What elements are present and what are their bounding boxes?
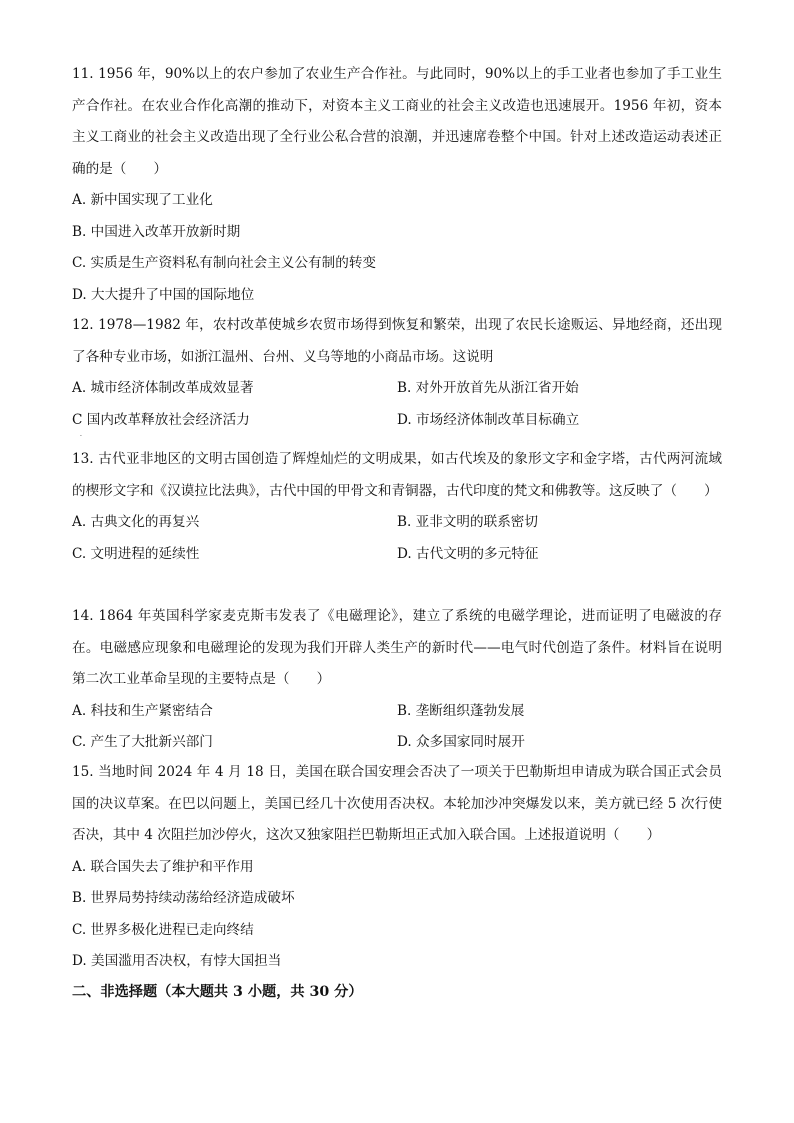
question-15 <box>72 757 722 978</box>
question-stem: 14. 1864 年英国科学家麦克斯韦发表了《电磁理论》，建立了系统的电磁学理论，进而证明了电磁波的存在。电磁感应现象和电磁理论的发现为我们开辟人类生产的新时代——电气时代创造了条件。材料旨在说明第二次工业革命呈现的主要特点是（ ） <box>72 608 722 687</box>
option-row <box>72 405 722 437</box>
option-row <box>72 696 722 728</box>
question-stem: 13. 古代亚非地区的文明古国创造了辉煌灿烂的文明成果，如古代埃及的象形文字和金字塔，古代两河流域的楔形文字和《汉谟拉比法典》，古代中国的甲骨文和青铜器，古代印度的梵文和佛教等。这反映了（ ） <box>72 451 722 499</box>
option-a: A. 新中国实现了工业化 <box>72 192 213 208</box>
option-c: C. 世界多极化进程已走向终结 <box>72 921 254 938</box>
option-d: D. 古代文明的多元特征 <box>397 545 539 562</box>
stray-mark: · <box>80 433 82 440</box>
question-14 <box>72 601 722 759</box>
option-b: B. 世界局势持续动荡给经济造成破坏 <box>72 890 295 906</box>
option-c: C 国内改革释放社会经济活力 <box>72 411 250 428</box>
option-c: C. 文明进程的延续性 <box>72 545 200 562</box>
option-a: A. 城市经济体制改革成效显著 <box>72 380 254 396</box>
question-stem: 11. 1956 年，90%以上的农户参加了农业生产合作社。与此同时，90%以上的手工业者也参加了手工业生产合作社。在农业合作化高潮的推动下，对资本主义工商业的社会主义改造也迅速展开。1956 年初，资本主义工商业的社会主义改造出现了全行业公私合营的浪潮，并迅速席卷整个中国。针对上述改造运动表述正确的是（ ） <box>72 66 722 177</box>
option-b: B. 对外开放首先从浙江省开始 <box>397 380 579 396</box>
option-row <box>72 507 722 539</box>
option-b: B. 中国进入改革开放新时期 <box>72 223 241 240</box>
option-b: B. 垄断组织蓬勃发展 <box>397 702 525 719</box>
option-a: A. 科技和生产紧密结合 <box>72 702 213 719</box>
option-row <box>72 217 722 249</box>
option-a: A. 联合国失去了维护和平作用 <box>72 858 254 875</box>
section-heading: 二、非选择题（本大题共 3 小题，共 30 分） <box>72 984 363 1000</box>
question-stem: 12. 1978—1982 年，农村改革使城乡农贸市场得到恢复和繁荣，出现了农民长途贩运、异地经商，还出现了各种专业市场，如浙江温州、台州、义乌等地的小商品市场。这说明 <box>72 317 722 365</box>
option-c: C. 实质是生产资料私有制向社会主义公有制的转变 <box>72 255 377 271</box>
question-12 <box>72 310 722 436</box>
option-row <box>72 727 722 759</box>
option-row <box>72 248 722 280</box>
option-row <box>72 883 722 915</box>
option-row <box>72 915 722 947</box>
option-row <box>72 373 722 405</box>
option-row <box>72 539 722 571</box>
question-stem: 15. 当地时间 2024 年 4 月 18 日，美国在联合国安理会否决了一项关于巴勒斯坦申请成为联合国正式会员国的决议草案。在巴以问题上，美国已经几十次使用否决权。本轮加沙冲突爆发以来，美方就已经 5 次行使否决，其中 4 次阻拦加沙停火，这次又独家阻拦巴勒斯坦正式加入联合国。上述报道说明（ ） <box>72 764 722 843</box>
option-row <box>72 185 722 217</box>
option-a: A. 古典文化的再复兴 <box>72 514 200 530</box>
option-d: D. 大大提升了中国的国际地位 <box>72 286 255 303</box>
option-d: D. 美国滥用否决权，有悖大国担当 <box>72 953 282 969</box>
option-d: D. 市场经济体制改革目标确立 <box>397 411 580 428</box>
option-c: C. 产生了大批新兴部门 <box>72 734 213 750</box>
option-d: D. 众多国家同时展开 <box>397 734 525 750</box>
question-11 <box>72 59 722 311</box>
option-row <box>72 852 722 884</box>
option-row <box>72 280 722 312</box>
option-row <box>72 946 722 978</box>
option-b: B. 亚非文明的联系密切 <box>397 514 538 530</box>
question-13 <box>72 444 722 570</box>
